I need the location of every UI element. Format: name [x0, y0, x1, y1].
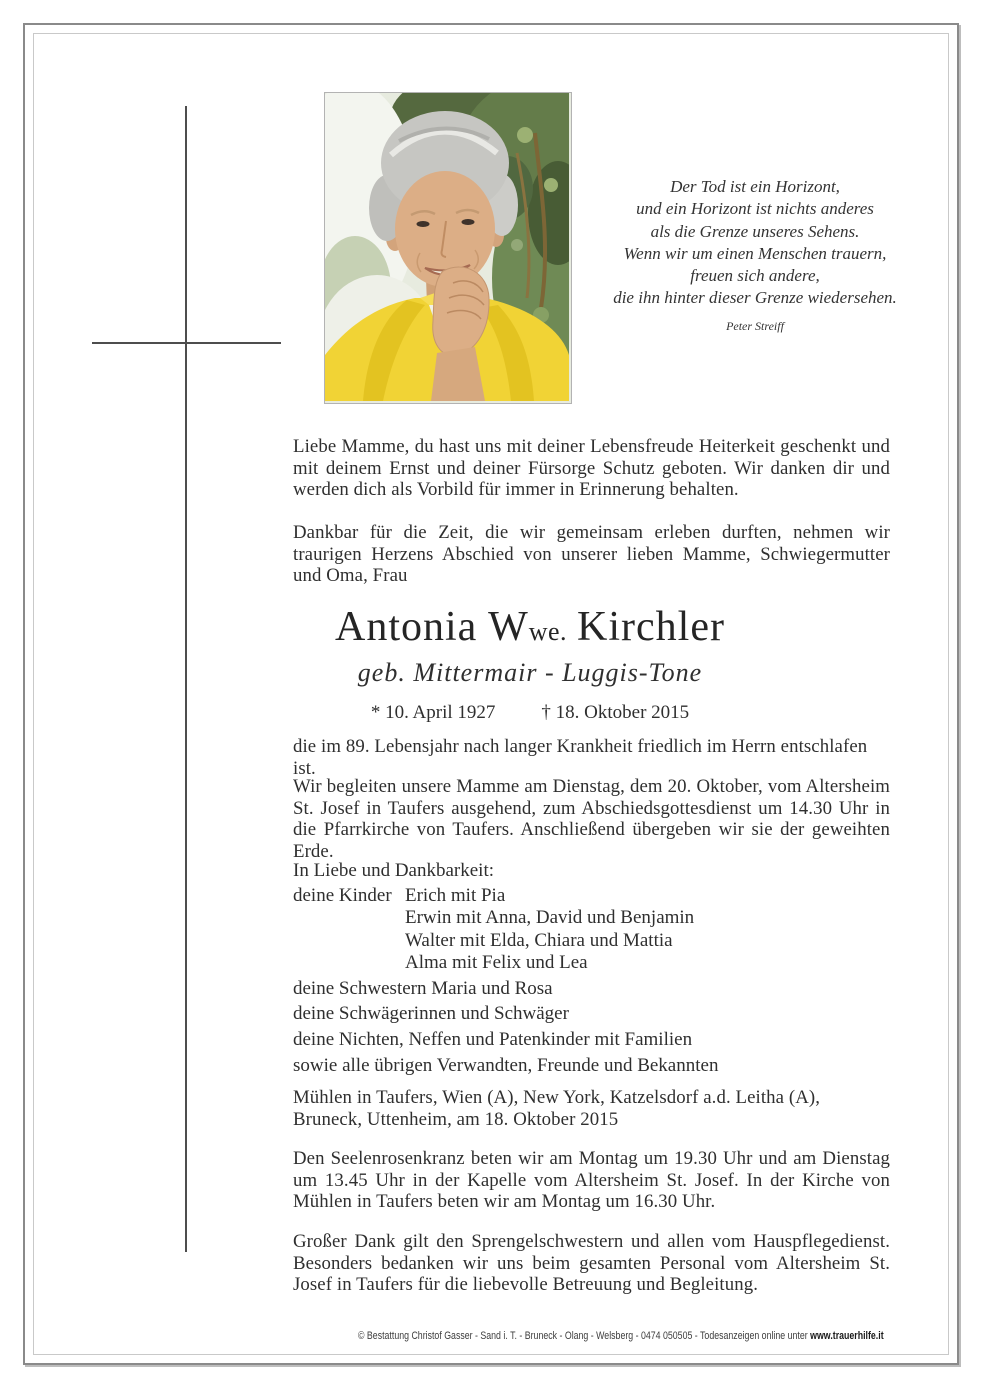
quote-line: und ein Horizont ist nichts anderes	[636, 199, 874, 219]
intro-paragraph: Liebe Mamme, du hast uns mit deiner Lebensfreude Heiterkeit geschenkt und mit deinem Ernst und deiner Fürsorge Schutz geboten. Wir danken dir und werden dich als Vorbild für immer in Erinnerung behalten.	[293, 436, 890, 501]
quote-line: Wenn wir um einen Menschen trauern,	[623, 243, 887, 263]
deceased-name-main: Antonia W	[335, 604, 529, 650]
maiden-name: geb. Mittermair - Luggis-Tone	[357, 658, 703, 687]
quote-line: die ihn hinter dieser Grenze wiedersehen.	[613, 288, 897, 308]
death-date: † 18. Oktober 2015	[541, 702, 690, 723]
passing-line: die im 89. Lebensjahr nach langer Krankheit friedlich im Herrn entschlafen ist.	[293, 736, 868, 779]
child-line: Walter mit Elda, Chiara und Mattia	[405, 929, 673, 951]
footer-website: www.trauerhilfe.it	[810, 1330, 884, 1342]
mourner-line: deine Schwägerinnen und Schwäger	[293, 1003, 569, 1025]
places-paragraph: Mühlen in Taufers, Wien (A), New York, Katzelsdorf a.d. Leitha (A), Bruneck, Uttenheim, am 18. Oktober 2015	[293, 1087, 821, 1130]
children-label: deine Kinder	[293, 884, 392, 906]
quote-attribution: Peter Streiff	[726, 318, 784, 333]
footer-text: © Bestattung Christof Gasser - Sand i. T. - Bruneck - Olang - Welsberg - 0474 050505 - Todesanzeigen online unter	[358, 1330, 811, 1342]
quote-line: als die Grenze unseres Sehens.	[650, 221, 860, 241]
children-row	[293, 885, 893, 975]
footer	[358, 1330, 884, 1342]
mourners-section	[293, 860, 893, 1077]
portrait-photo	[324, 92, 572, 404]
child-line: Alma mit Felix und Lea	[405, 952, 588, 973]
children-list	[405, 885, 893, 975]
birth-date: * 10. April 1927	[370, 702, 496, 723]
child-line: Erich mit Pia	[405, 884, 506, 906]
announcement-paragraph: Dankbar für die Zeit, die wir gemeinsam erleben durften, nehmen wir traurigen Herzens Abschied von unserer lieben Mamme, Schwiegermutter und Oma, Frau	[293, 522, 890, 587]
mourner-line: deine Schwestern Maria und Rosa	[293, 977, 553, 999]
mourners-heading: In Liebe und Dankbarkeit:	[293, 860, 495, 881]
life-dates	[140, 701, 920, 725]
memorial-quote	[600, 176, 910, 337]
mourner-line: sowie alle übrigen Verwandten, Freunde und Bekannten	[293, 1054, 719, 1076]
deceased-name-wwe: we.	[528, 617, 568, 646]
portrait-illustration	[325, 93, 569, 401]
quote-line: Der Tod ist ein Horizont,	[670, 177, 840, 196]
funeral-paragraph: Wir begleiten unsere Mamme am Dienstag, dem 20. Oktober, vom Altersheim St. Josef in Taufers ausgehend, zum Abschiedsgottesdienst um 14.30 Uhr in die Pfarrkirche von Taufers. Anschließend übergeben wir sie der geweihten Erde.	[293, 776, 890, 863]
child-line: Erwin mit Anna, David und Benjamin	[405, 907, 695, 928]
memorial-cross-arm	[92, 342, 281, 344]
quote-line: freuen sich andere,	[690, 266, 820, 286]
rosary-paragraph: Den Seelenrosenkranz beten wir am Montag um 19.30 Uhr und am Dienstag um 13.45 Uhr in der Kapelle vom Altersheim St. Josef. In der Kirche von Mühlen in Taufers beten wir am Montag um 16.30 Uhr.	[293, 1148, 890, 1213]
mourner-line: deine Nichten, Neffen und Patenkinder mit Familien	[293, 1029, 693, 1051]
deceased-name	[140, 603, 920, 656]
thanks-paragraph: Großer Dank gilt den Sprengelschwestern und allen vom Hauspflegedienst. Besonders bedanken wir uns beim gesamten Personal vom Altersheim St. Josef in Taufers für die liebevolle Betreuung und Begleitung.	[293, 1231, 890, 1296]
deceased-name-last: Kirchler	[577, 604, 725, 650]
